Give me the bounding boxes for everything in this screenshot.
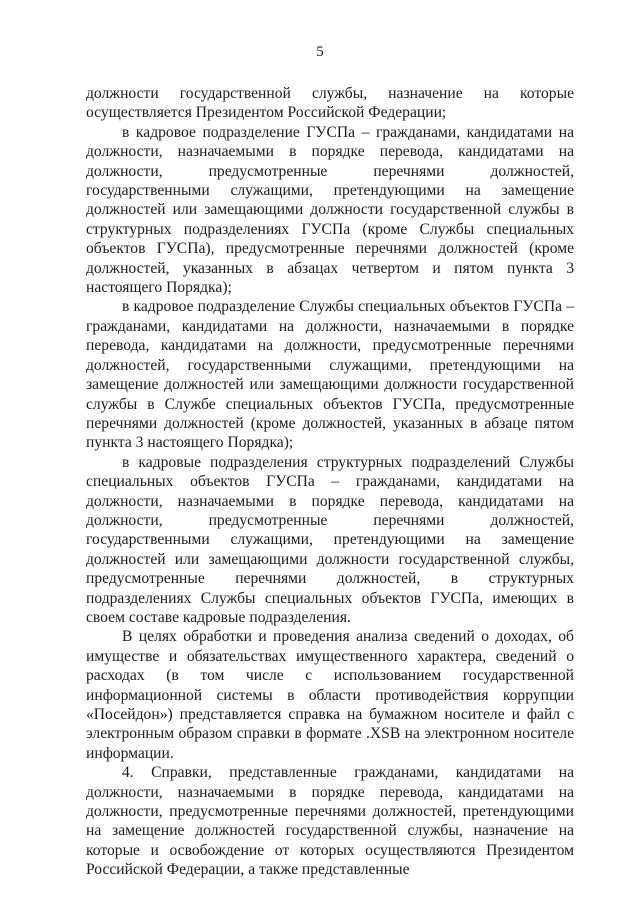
paragraph-poseidon-analysis: В целях обработки и проведения анализа сведений о доходах, об имуществе и обязательствах имущественного характера, сведений о расходах (в том числе с использованием государственной информационной системы в области противодействия коррупции «Посейдон») представляется справка на бумажном носителе и файл с электронным образом справки в формате .XSB на электронном носителе информации. xyxy=(86,628,574,762)
document-body xyxy=(86,84,574,880)
paragraph-continuation: должности государственной службы, назначение на которые осуществляется Президентом Российской Федерации; xyxy=(86,85,574,122)
paragraph-structural-personnel-units: в кадровые подразделения структурных подразделений Службы специальных объектов ГУСПа – гражданами, кандидатами на должности, назначаемыми в порядке перевода, кандидатами на должности, предусмотренные перечнями должностей, государственными служащими, претендующими на замещение должностей или замещающими должности государственной службы, предусмотренные перечнями должностей, в структурных подразделениях Службы специальных объектов ГУСПа, имеющих в своем составе кадровые подразделения. xyxy=(86,453,574,626)
paragraph-special-objects-personnel-unit: в кадровое подразделение Службы специальных объектов ГУСПа – гражданами, кандидатами на должности, назначаемыми в порядке перевода, кандидатами на должности, предусмотренные перечнями должностей, государственными служащими, претендующими на замещение должностей или замещающими должности государственной службы в Службе специальных объектов ГУСПа, предусмотренные перечнями должностей (кроме должностей, указанных в абзаце пятом пункта 3 настоящего Порядка); xyxy=(86,298,574,452)
paragraph-gusp-personnel-unit: в кадровое подразделение ГУСПа – гражданами, кандидатами на должности, назначаемыми в порядке перевода, кандидатами на должности, предусмотренные перечнями должностей, государственными служащими, претендующими на замещение должностей или замещающими должности государственной службы в структурных подразделениях ГУСПа (кроме Службы специальных объектов ГУСПа), предусмотренные перечнями должностей (кроме должностей, указанных в абзацах четвертом и пятом пункта 3 настоящего Порядка); xyxy=(86,123,574,297)
page-number: 5 xyxy=(316,44,324,60)
paragraph-item-4: 4. Справки, представленные гражданами, кандидатами на должности, назначаемыми в порядке перевода, кандидатами на должности, предусмотренные перечнями должностей, претендующими на замещение должностей государственной службы, назначение на которые и освобождение от которых осуществляются Президентом Российской Федерации, а также представленные xyxy=(86,764,574,879)
